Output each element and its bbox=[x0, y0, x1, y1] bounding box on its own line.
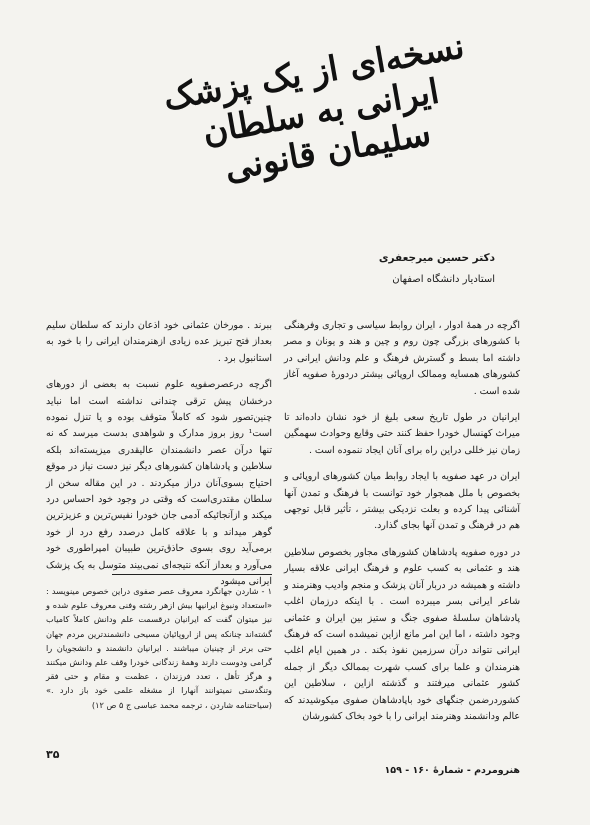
author-name: دکتر حسین میرجعفری bbox=[378, 252, 495, 264]
paragraph: ببرند . مورخان عثمانی خود اذعان دارند که سلطان سلیم بعداز فتح تبریز عده زیادی ازهنرمندان ایرانی را با خود به استانبول برد . bbox=[46, 320, 272, 364]
paragraph: ایرانیان در طول تاریخ سعی بلیغ از خود نشان داده‌اند تا میراث کهنسال خودرا حفظ کنند حتی وقایع وحوادث سهمگین زمان نیز خللی دراین راه برای آنان ایجاد ننموده است . bbox=[284, 412, 520, 456]
paragraph: در دوره صفویه پادشاهان کشورهای مجاور بخصوص سلاطین هند و عثمانی به کسب علوم و فرهنگ ایرانی علاقه بسیار داشته و همیشه در دربار آنان پزشک و منجم وادیب وهنرمند و شاعر ایرانی بسر میبرده است . با اینکه درزمان اغلب پادشاهان سلسلهٔ صفوی جنگ و ستیز بین ایران و عثمانی وجود داشته ، اما این امر مانع ازاین نمیشده است که فرهنگ ایرانی نتواند درآن سرزمین نفوذ بکند . در همین ایام اغلب هنرمندان و علما برای کسب شهرت بممالک دیگر از جمله کشور عثمانی میرفتند و گذشته ازاین ، سلاطین این کشوردرضمن جنگهای خود باپادشاهان صفوی میکوشیدند که عالم ودانشمند وهنرمند ایرانی را با خود بخاک کشورشان bbox=[284, 546, 520, 722]
author-affiliation: استادیار دانشگاه اصفهان bbox=[392, 274, 495, 285]
paragraph: ایران در عهد صفویه با ایجاد روابط میان کشورهای اروپائی و بخصوص با ملل همجوار خود توانست با فرهنگ و تمدن آنها آشنائی پیدا کرده و بعلت نزدیکی بیشتر ، تأثیر قابل توجهی هم در فرهنگ و تمدن آنها بجای گذارد. bbox=[284, 471, 520, 532]
footnote bbox=[46, 584, 272, 734]
paragraph: اگرچه در همهٔ ادوار ، ایران روابط سیاسی و تجاری وفرهنگی با کشورهای بزرگی چون روم و چین و هند و یونان و مصر داشته اما بسط و گسترش فرهنگ و علم ودانش ایرانی در کشورهای همسایه وممالک اروپائی بیشتر دردورهٔ صفویه آغاز شده است . bbox=[284, 320, 520, 397]
paragraph: اگرچه درعصرصفویه علوم نسبت به بعضی از دورهای درخشان پیش ترقی چندانی نداشته است اما نباید چنین‌تصور شود که کاملاً متوقف بوده و یا تنزل نموده است¹ روز بروز مدارک و شواهدی بدست میرسد که نه تنها درآن عصر دانشمندان عالیقدری میزیسته‌اند بلکه سلاطین و پادشاهان کشورهای دیگر نیز دست نیاز در موقع احتیاج بسوی‌آنان دراز میکردند . در این مقاله سخن از سلطان مقتدری‌است که وقتی در وجود خود احساس درد میکند و ازآنجائیکه آدمی جان خودرا نفیس‌ترین و عزیزترین گوهر میداند و با علاقه کامل درصدد رفع درد از خود برمی‌آید روی بسوی حاذق‌ترین طبیبان امپراطوری خود می‌آورد و بعداز آنکه نتیجه‌ای نمی‌بیند متوسل به یک پزشک ایرانی میشود bbox=[46, 379, 272, 588]
footnote-divider bbox=[112, 574, 272, 575]
body-column-left bbox=[46, 318, 272, 588]
page-number: ۳۵ bbox=[46, 748, 60, 761]
article-title: نسخه‌ای از یک پزشک ایرانی به سلطان سلیمان قانونی bbox=[160, 26, 468, 190]
running-footer: هنرومردم - شمارهٔ ۱۶۰ - ۱۵۹ bbox=[384, 765, 520, 776]
body-column-right bbox=[284, 318, 520, 738]
footnote-text: ۱ - شاردن جهانگرد معروف عصر صفوی دراین خصوص مینویسد : «استعداد ونبوغ ایرانیها بیش ازهر رشته وفنی معروف علوم شده و نیز میتوان گفت که ایرانیان درقسمت علم ودانش کاملاً کامیاب گشته‌اند چنانکه پس از اروپائیان مسیحی دانشمندترین مردم جهان حتی برتر از چینیان میباشند . ایرانیان دانشمند و دانشجویان را گرامی ودوست دارند وهمهٔ زندگانی خودرا وقف علم ودانش میکنند و هرگز تأهل ، تعدد فرزندان ، عظمت و مقام و حتی فقر وتنگدستی نمیتوانند آنهارا از مشغله علمی خود باز دارد .» (سیاحتنامه شاردن ، ترجمه محمد عباسی ج ۵ ص ۱۲) bbox=[46, 586, 272, 710]
